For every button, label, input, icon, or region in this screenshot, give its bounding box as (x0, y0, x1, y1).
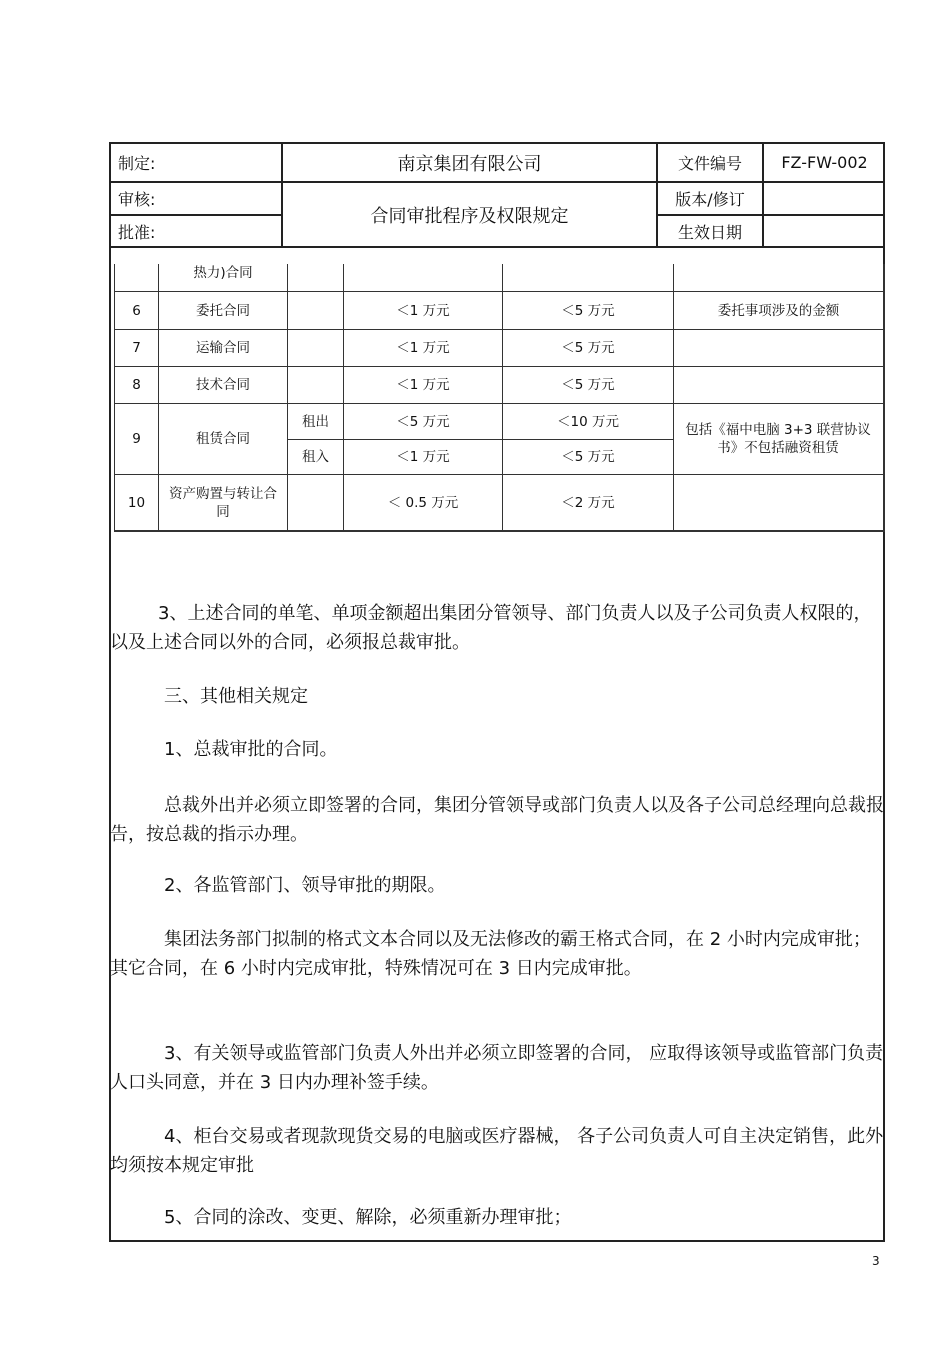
division-limit-cell: ＜5 万元 (396, 413, 450, 430)
approved-label: 批准: (118, 222, 156, 242)
lease-subtype-cell: 租出 (302, 413, 329, 430)
subsidiary-limit-cell: ＜5 万元 (561, 449, 615, 465)
effective-date-label: 生效日期 (677, 222, 742, 242)
version-label: 版本/修订 (675, 190, 745, 209)
paragraph-president-approval: 总裁外出并必须立即签署的合同，集团分管领导或部门负责人以及各子公司总经理向总裁报告，按总裁的指示办理。 (110, 795, 884, 845)
version-value (764, 183, 885, 214)
contract-type-cell: 资产购置与转让合同 (169, 485, 277, 520)
paragraph-contract-change: 5、合同的涂改、变更、解除，必须重新办理审批； (164, 1207, 572, 1228)
paragraph-leader-absence: 3、有关领导或监管部门负责人外出并必须立即签署的合同， 应取得该领导或监管部门负责人口头同意，并在 3 日内办理补签手续。 (110, 1043, 884, 1093)
row-number-cell: 9 (132, 431, 141, 447)
contract-type-cell: 热力)合同 (193, 265, 253, 281)
paragraph-approval-period: 集团法务部门拟制的格式文本合同以及无法修改的霸王格式合同，在 2 小时内完成审批；其它合同，在 6 小时内完成审批，特殊情况可在 3 日内完成审批。 (110, 929, 871, 979)
effective-date-value (764, 216, 885, 246)
paragraph-president-approval-title: 1、总裁审批的合同。 (164, 739, 338, 760)
row-number-cell: 6 (132, 302, 141, 319)
row-number-cell: 10 (127, 494, 146, 511)
document-title: 合同审批程序及权限规定 (370, 205, 569, 227)
row-number-cell: 7 (132, 340, 141, 356)
contract-type-cell: 委托合同 (196, 302, 250, 319)
division-limit-cell: ＜ 0.5 万元 (387, 494, 459, 511)
division-limit-cell: ＜1 万元 (396, 302, 450, 319)
paragraph-approval-period-title: 2、各监管部门、领导审批的期限。 (164, 875, 446, 896)
prepared-label: 制定: (118, 154, 156, 173)
paragraph-counter-sales: 4、柜台交易或者现款现货交易的电脑或医疗器械， 各子公司负责人可自主决定销售，此外均须按本规定审批 (110, 1126, 884, 1176)
division-limit-cell: ＜1 万元 (396, 449, 450, 465)
page-number: 3 (872, 1254, 880, 1268)
lease-subtype-cell: 租入 (302, 449, 329, 465)
subsidiary-limit-cell: ＜5 万元 (561, 377, 615, 393)
paragraph-contract-overlimit: 3、上述合同的单笔、单项金额超出集团分管领导、部门负责人以及子公司负责人权限的，以及上述合同以外的合同，必须报总裁审批。 (110, 603, 872, 653)
subsidiary-limit-cell: ＜10 万元 (557, 413, 619, 430)
subsidiary-limit-cell: ＜5 万元 (561, 340, 615, 356)
division-limit-cell: ＜1 万元 (396, 340, 450, 356)
doc-number-label: 文件编号 (677, 154, 742, 173)
division-limit-cell: ＜1 万元 (396, 377, 450, 393)
contract-type-cell: 技术合同 (196, 377, 250, 393)
subsidiary-limit-cell: ＜2 万元 (561, 494, 615, 511)
doc-number-value: FZ-FW-002 (781, 153, 868, 172)
row-number-cell: 8 (132, 377, 141, 393)
table-line (114, 530, 885, 532)
company-name: 南京集团有限公司 (397, 153, 542, 175)
table-line (287, 264, 288, 532)
table-line (883, 264, 885, 532)
subsidiary-limit-cell: ＜5 万元 (561, 302, 615, 319)
contract-type-cell: 租赁合同 (196, 431, 250, 447)
note-cell: 包括《福中电脑 3+3 联营协议书》不包括融资租赁 (685, 422, 871, 456)
note-cell: 委托事项涉及的金额 (717, 302, 840, 319)
reviewed-label: 审核: (118, 190, 156, 209)
section-heading-other-rules: 三、其他相关规定 (164, 686, 308, 707)
contract-type-cell: 运输合同 (196, 340, 250, 356)
